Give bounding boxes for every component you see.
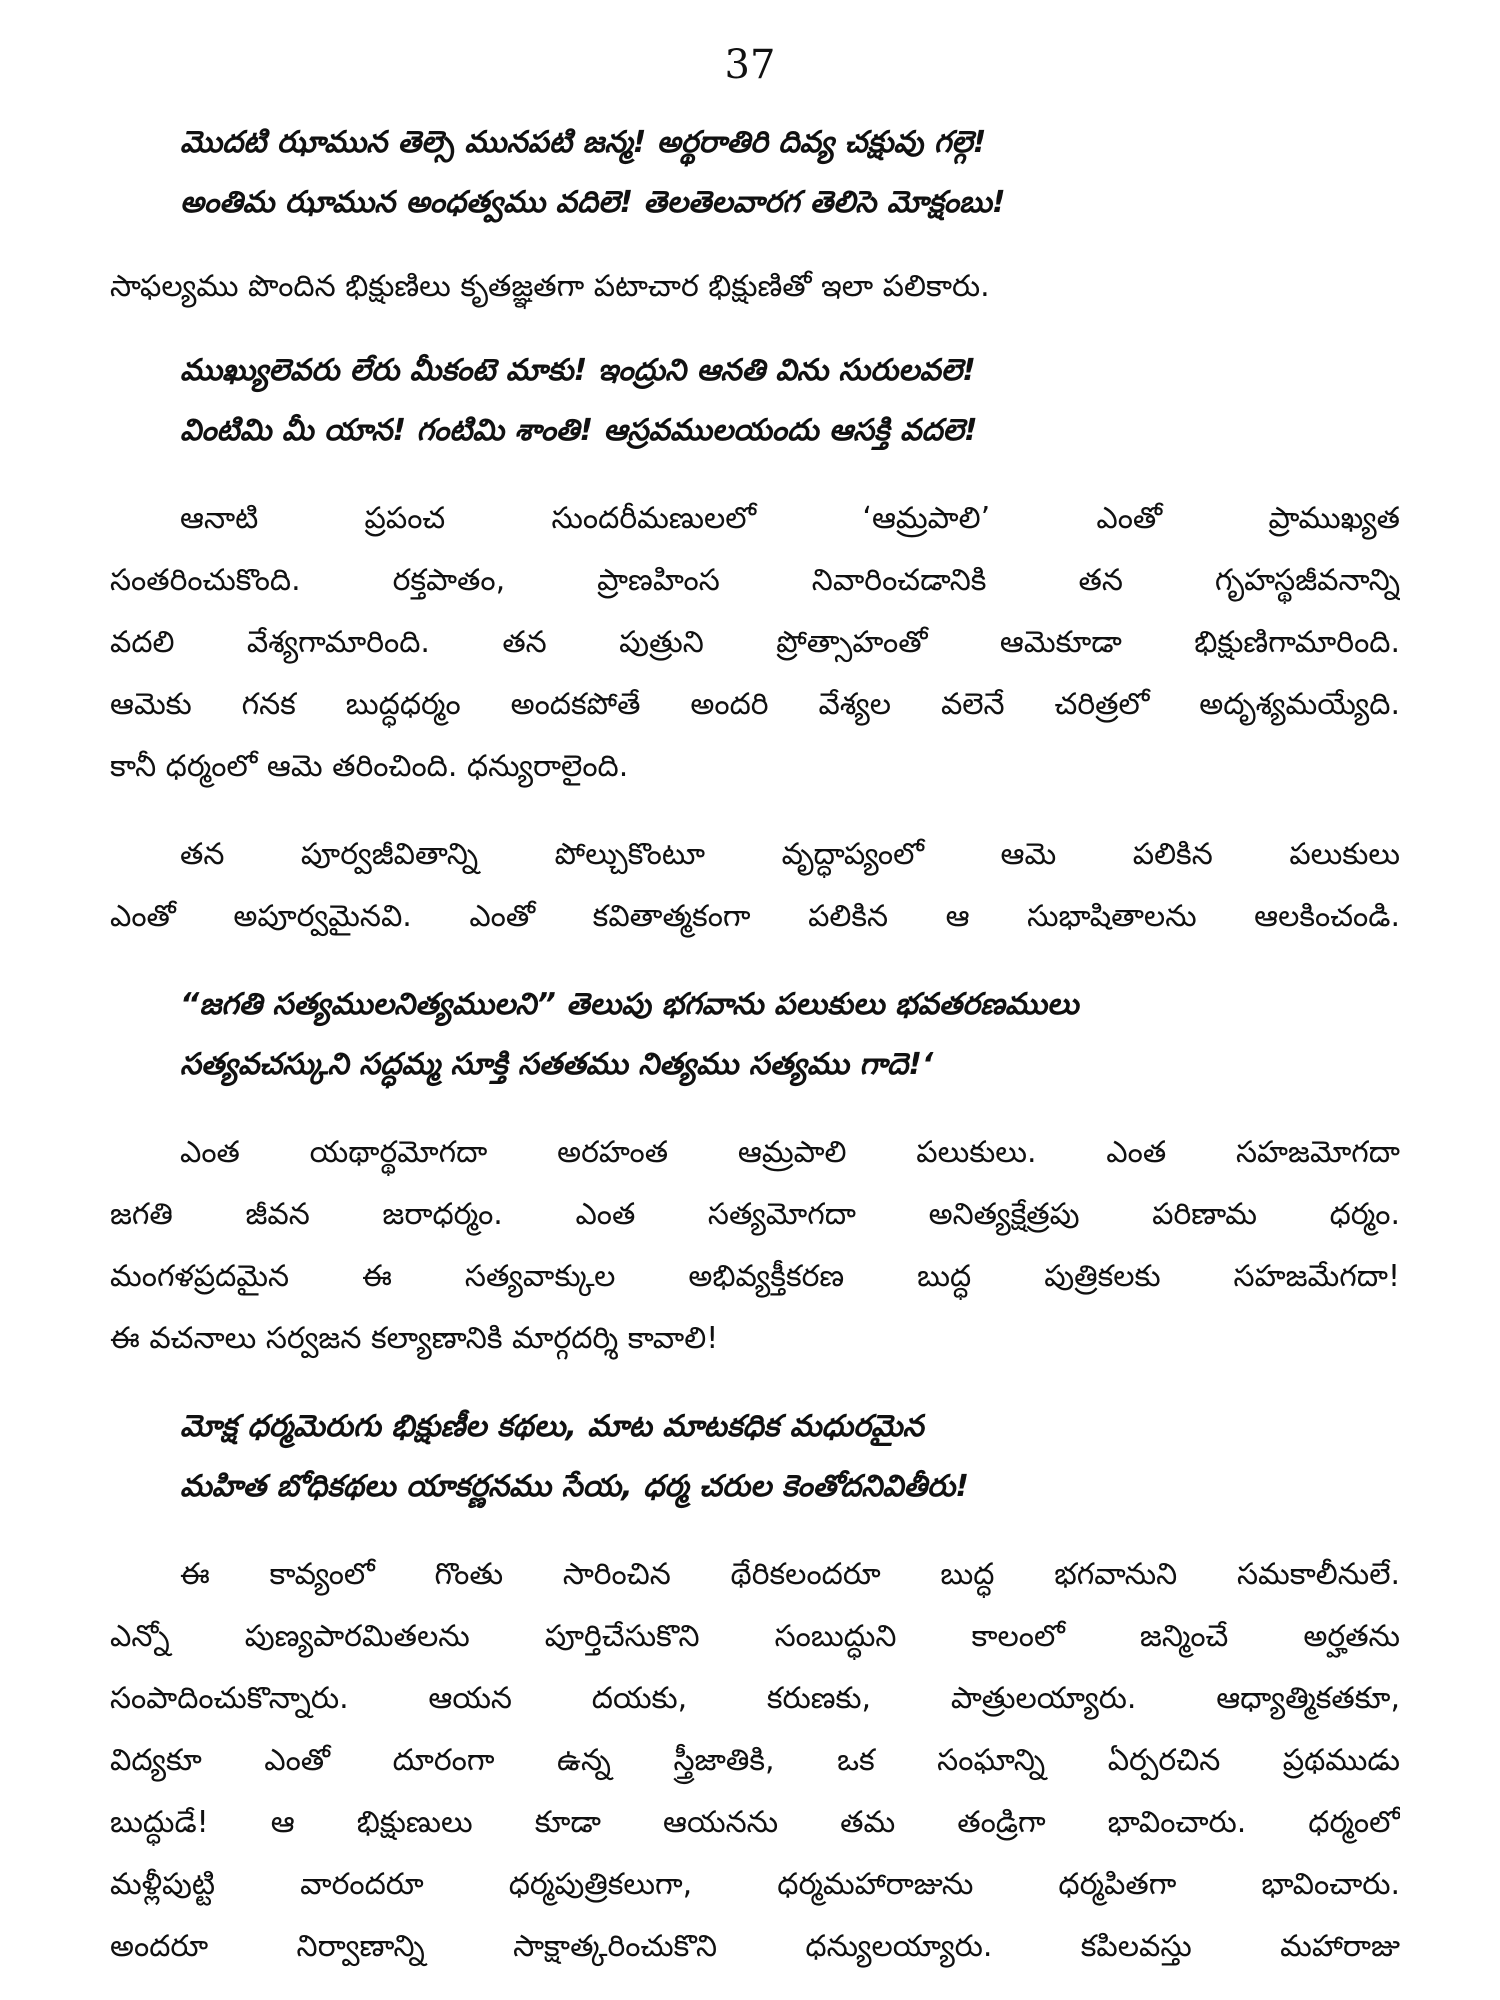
verse-line: సత్యవచస్కుని సద్ధమ్మ సూక్తి సతతము నిత్యము సత్యము గాదె!‘ xyxy=(180,1047,934,1082)
paragraph-line: ఎంతో అపూర్వమైనవి. ఎంతో కవితాత్మకంగా పలికిన ఆ సుభాషితాలను ఆలకించండి. xyxy=(110,899,1400,934)
paragraph-line: వదలి వేశ్యగామారింది. తన పుత్రుని ప్రోత్సాహంతో ఆమెకూడా భిక్షుణిగామారింది. xyxy=(110,625,1400,660)
paragraph-line: జగతి జీవన జరాధర్మం. ఎంత సత్యమోగదా అనిత్యక్షేత్రపు పరిణామ ధర్మం. xyxy=(110,1197,1400,1232)
paragraph-line: కానీ ధర్మంలో ఆమె తరించింది. ధన్యురాలైంది. xyxy=(110,749,629,784)
paragraph-line: మంగళప్రదమైన ఈ సత్యవాక్కుల అభివ్యక్తీకరణ బుద్ధ పుత్రికలకు సహజమేగదా! xyxy=(110,1259,1400,1294)
verse-line: అంతిమ ఝామున అంధత్వము వదిలె! తెలతెలవారగ తెలిసె మోక్షంబు! xyxy=(180,185,1006,220)
verse-line: వింటిమి మీ యాన! గంటిమి శాంతి! ఆస్రవములయందు ఆసక్తి వదలె! xyxy=(180,413,978,448)
paragraph-line: ఆనాటి ప్రపంచ సుందరీమణులలో ‘ఆమ్రపాలి’ ఎంతో ప్రాముఖ్యత xyxy=(180,501,1400,536)
paragraph-line: సంపాదించుకొన్నారు. ఆయన దయకు, కరుణకు, పాత్రులయ్యారు. ఆధ్యాత్మికతకూ, xyxy=(110,1681,1400,1716)
paragraph-line: సాఫల్యము పొందిన భిక్షుణిలు కృతజ్ఞతగా పటాచార భిక్షుణితో ఇలా పలికారు. xyxy=(110,269,990,304)
paragraph-line: ఎన్నో పుణ్యపారమితలను పూర్తిచేసుకొని సంబుద్ధుని కాలంలో జన్మించే అర్హతను xyxy=(110,1619,1400,1654)
paragraph-line: ఎంత యథార్థమోగదా అరహంత ఆమ్రపాలి పలుకులు. ఎంత సహజమోగదా xyxy=(180,1135,1400,1170)
paragraph-line: ఈ కావ్యంలో గొంతు సారించిన థేరికలందరూ బుద్ధ భగవానుని సమకాలీనులే. xyxy=(180,1557,1400,1592)
paragraph-line: విద్యకూ ఎంతో దూరంగా ఉన్న స్త్రీజాతికి, ఒక సంఘాన్ని ఏర్పరచిన ప్రథముడు xyxy=(110,1743,1400,1778)
paragraph-line: అందరూ నిర్వాణాన్ని సాక్షాత్కరించుకొని ధన్యులయ్యారు. కపిలవస్తు మహారాజు xyxy=(110,1929,1400,1964)
paragraph-line: ఈ వచనాలు సర్వజన కల్యాణానికి మార్గదర్శి కావాలి! xyxy=(110,1321,719,1356)
page-number: 37 xyxy=(724,42,776,88)
verse-line: మహిత బోధికథలు యాకర్ణనము సేయ, ధర్మ చరుల కెంతోదనివితీరు! xyxy=(180,1469,969,1504)
paragraph-line: మళ్లీపుట్టి వారందరూ ధర్మపుత్రికలుగా, ధర్మమహారాజును ధర్మపితగా భావించారు. xyxy=(110,1867,1400,1902)
paragraph-line: బుద్ధుడే! ఆ భిక్షుణులు కూడా ఆయనను తమ తండ్రిగా భావించారు. ధర్మంలో xyxy=(110,1805,1400,1840)
verse-line: ముఖ్యులెవరు లేరు మీకంటె మాకు! ఇంద్రుని ఆనతి విను సురులవలె! xyxy=(180,353,976,388)
verse-line: “జగతి సత్యములనిత్యములని” తెలుపు భగవాను పలుకులు భవతరణములు xyxy=(180,987,1079,1022)
paragraph-line: తన పూర్వజీవితాన్ని పోల్చుకొంటూ వృద్ధాప్యంలో ఆమె పలికిన పలుకులు xyxy=(180,837,1400,872)
paragraph-line: ఆమెకు గనక బుద్ధధర్మం అందకపోతే అందరి వేశ్యల వలెనే చరిత్రలో అదృశ్యమయ్యేది. xyxy=(110,687,1400,722)
verse-line: మోక్ష ధర్మమెరుగు భిక్షుణీల కథలు, మాట మాటకధిక మధురమైన xyxy=(180,1409,924,1444)
verse-line: మొదటి ఝామున తెల్సె మునపటి జన్మ! అర్థరాతిరి దివ్య చక్షువు గల్గె! xyxy=(180,125,987,160)
paragraph-line: సంతరించుకొంది. రక్తపాతం, ప్రాణహింస నివారించడానికి తన గృహస్థజీవనాన్ని xyxy=(110,563,1400,598)
